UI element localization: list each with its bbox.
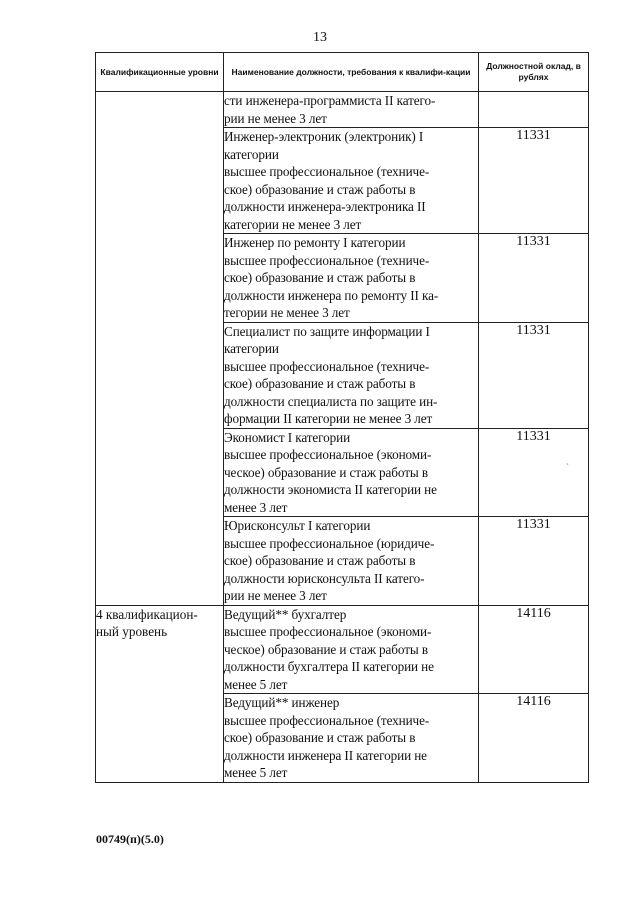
position-text-line: должности инженера-электроника II	[224, 199, 426, 214]
position-text-line: Специалист по защите информации I	[224, 323, 430, 339]
position-cell	[224, 428, 479, 517]
position-text-line: должности инженера по ремонту II ка-	[224, 287, 439, 303]
position-text-line: должности специалиста по защите ин-	[224, 393, 438, 409]
position-text-line: ское) образование и стаж работы в	[224, 270, 416, 285]
salary-table	[95, 52, 589, 783]
position-text-line: категории	[224, 146, 279, 162]
position-text-line: высшее профессиональное (экономи-	[224, 624, 432, 639]
salary-cell: 11331	[479, 428, 589, 517]
position-text-line: менее 3 лет	[224, 499, 288, 515]
position-text-line: тегории не менее 3 лет	[224, 305, 350, 320]
position-text-line: ское) образование и стаж работы в	[224, 376, 416, 391]
position-cell	[224, 694, 479, 783]
position-text-line: высшее профессиональное (техниче-	[224, 358, 430, 374]
position-text-line: Ведущий** инженер	[224, 695, 340, 710]
position-text-line: ское) образование и стаж работы в	[224, 181, 416, 197]
position-text-line: должности экономиста II категории не	[224, 482, 437, 497]
salary-cell: 14116	[479, 694, 589, 783]
position-text-line: высшее профессиональное (экономи-	[224, 447, 432, 462]
position-text-line: менее 5 лет	[224, 765, 288, 780]
position-text-line: рии не менее 3 лет	[224, 110, 327, 126]
position-text-line: Экономист I категории	[224, 429, 351, 445]
position-text-line: менее 5 лет	[224, 676, 288, 692]
position-text-line: Юрисконсульт I категории	[224, 518, 371, 533]
header-salary: Должностной оклад, в рублях	[479, 53, 589, 92]
document-code: 00749(п)(5.0)	[96, 832, 164, 846]
table-row	[96, 92, 589, 128]
position-text-line: ческое) образование и стаж работы в	[224, 641, 428, 657]
salary-cell: 14116	[479, 605, 589, 694]
position-text-line: высшее профессиональное (юридиче-	[224, 535, 435, 551]
salary-cell: 11331	[479, 234, 589, 323]
position-text-line: формации II категории не менее 3 лет	[224, 411, 433, 426]
salary-cell: 11331	[479, 128, 589, 234]
position-text-line: рии не менее 3 лет	[224, 588, 327, 603]
level-text-line: 4 квалификацион-	[96, 606, 198, 622]
salary-cell: 11331	[479, 517, 589, 606]
table-header-row	[96, 53, 589, 92]
salary-cell: 11331	[479, 322, 589, 428]
position-cell	[224, 605, 479, 694]
qualification-level-cell	[96, 92, 224, 606]
position-cell	[224, 234, 479, 323]
position-text-line: Инженер по ремонту I категории	[224, 235, 406, 250]
position-text-line: высшее профессиональное (техниче-	[224, 164, 430, 179]
position-text-line: Инженер-электроник (электроник) I	[224, 129, 424, 144]
position-cell	[224, 322, 479, 428]
position-text-line: категории	[224, 341, 279, 356]
position-cell	[224, 517, 479, 606]
table-row	[96, 605, 589, 694]
position-text-line: должности юрисконсульта II катего-	[224, 570, 425, 586]
position-text-line: ческое) образование и стаж работы в	[224, 464, 428, 480]
level-text-line: ный уровень	[96, 624, 168, 639]
position-text-line: Ведущий** бухгалтер	[224, 606, 347, 622]
position-text-line: ское) образование и стаж работы в	[224, 553, 416, 568]
qualification-level-cell	[96, 605, 224, 782]
salary-cell	[479, 92, 589, 128]
position-text-line: высшее профессиональное (техниче-	[224, 712, 430, 728]
position-text-line: сти инженера-программиста II катего-	[224, 93, 436, 108]
scan-speck: `	[566, 462, 569, 472]
position-cell	[224, 92, 479, 128]
position-text-line: должности бухгалтера II категории не	[224, 659, 434, 674]
position-text-line: категории не менее 3 лет	[224, 216, 362, 232]
position-cell	[224, 128, 479, 234]
position-text-line: ское) образование и стаж работы в	[224, 730, 416, 745]
position-text-line: должности инженера II категории не	[224, 747, 427, 763]
header-qualification-levels: Квалификационные уровни	[96, 53, 224, 92]
page-number: 13	[313, 30, 327, 45]
position-text-line: высшее профессиональное (техниче-	[224, 252, 430, 268]
header-position-requirements: Наименование должности, требования к квалифи-кации	[224, 53, 479, 92]
